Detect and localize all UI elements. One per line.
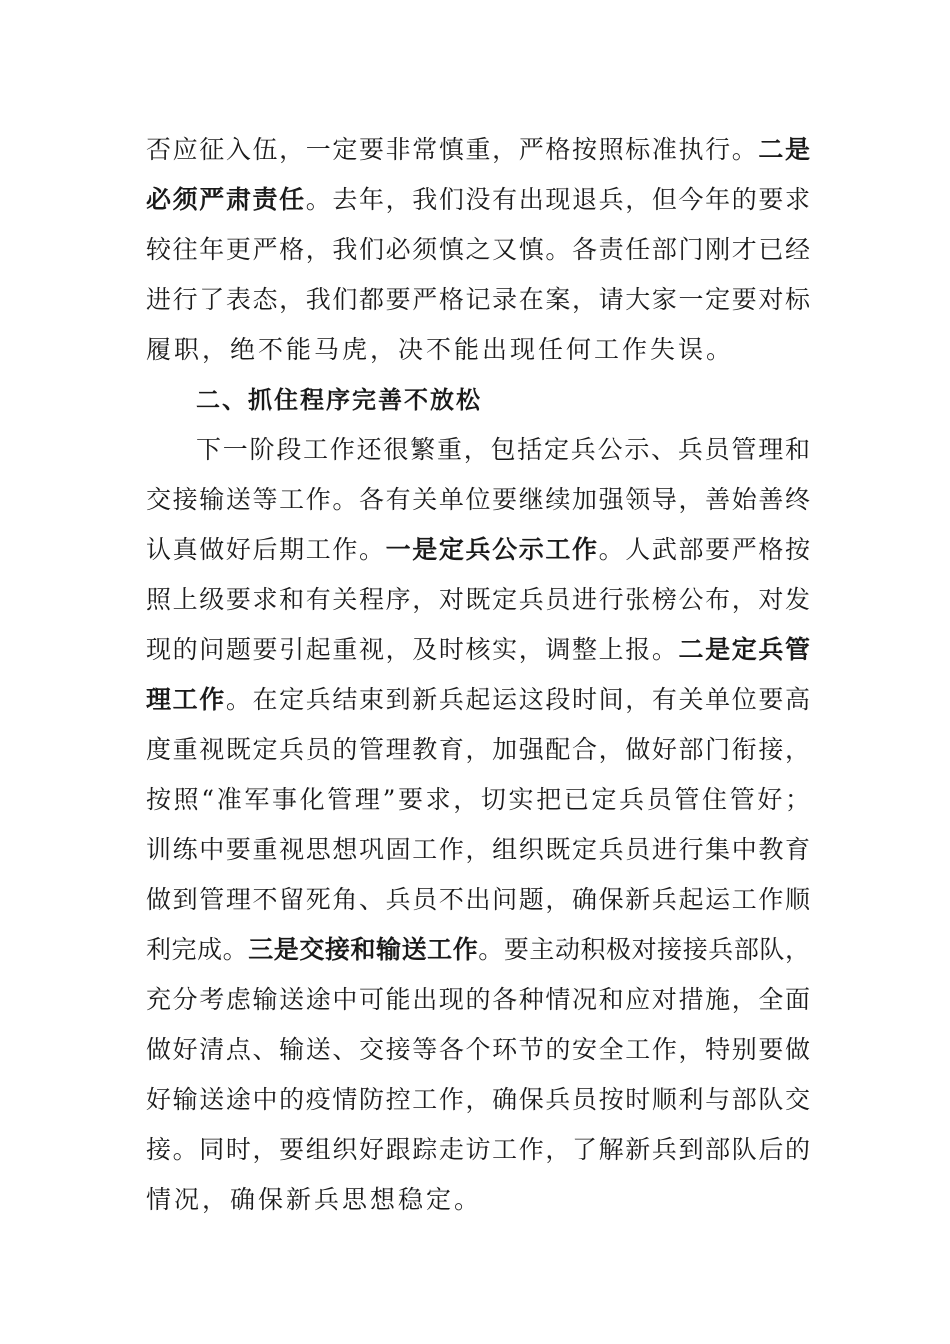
text-span: 利完成。: [146, 935, 249, 964]
text-line: [146, 630, 810, 670]
text-line: 按照“准军事化管理”要求，切实把已定兵员管住管好；: [146, 785, 813, 814]
text-line: 照上级要求和有关程序，对既定兵员进行张榜公布，对发: [146, 585, 812, 614]
text-span: 。在定兵结束到新兵起运这段时间，有关单位要高: [225, 685, 812, 714]
text-line: 做好清点、输送、交接等各个环节的安全工作，特别要做: [146, 1035, 812, 1064]
text-line: [146, 130, 810, 170]
text-line: [146, 180, 810, 220]
bold-span: 二是定兵管: [678, 635, 812, 664]
text-span: 。人武部要严格按: [598, 535, 812, 564]
text-line: 好输送途中的疫情防控工作，确保兵员按时顺利与部队交: [146, 1085, 812, 1114]
text-span: 。要主动积极对接接兵部队，: [478, 935, 811, 964]
text-line: 情况，确保新兵思想稳定。: [146, 1185, 483, 1214]
text-span: 否应征入伍，一定要非常慎重，严格按照标准执行。: [146, 135, 759, 164]
text-span: 。去年，我们没有出现退兵，但今年的要求: [305, 185, 812, 214]
text-line: 下一阶段工作还很繁重，包括定兵公示、兵员管理和: [196, 435, 812, 464]
text-span: 认真做好后期工作。: [146, 535, 386, 564]
text-line: 接。同时，要组织好跟踪走访工作，了解新兵到部队后的: [146, 1135, 812, 1164]
bold-span: 二是: [758, 135, 812, 164]
text-line: [146, 530, 810, 570]
text-line: 训练中要重视思想巩固工作，组织既定兵员进行集中教育: [146, 835, 812, 864]
text-line: 履职，绝不能马虎，决不能出现任何工作失误。: [146, 335, 735, 364]
text-span: 现的问题要引起重视，及时核实，调整上报。: [146, 635, 679, 664]
bold-span: 理工作: [146, 685, 226, 714]
bold-span: 三是交接和输送工作: [248, 935, 479, 964]
text-line: 较往年更严格，我们必须慎之又慎。各责任部门刚才已经: [146, 235, 812, 264]
text-line: 充分考虑输送途中可能出现的各种情况和应对措施，全面: [146, 985, 812, 1014]
text-line: [146, 930, 810, 970]
text-line: 交接输送等工作。各有关单位要继续加强领导，善始善终: [146, 485, 812, 514]
bold-span: 必须严肃责任: [146, 185, 306, 214]
text-line: 度重视既定兵员的管理教育，加强配合，做好部门衔接，: [146, 735, 812, 764]
bold-span: 一是定兵公示工作: [385, 535, 599, 564]
text-line: 进行了表态，我们都要严格记录在案，请大家一定要对标: [146, 285, 812, 314]
section-heading: 二、抓住程序完善不放松: [196, 386, 482, 414]
text-line: [146, 680, 810, 720]
text-line: 做到管理不留死角、兵员不出问题，确保新兵起运工作顺: [146, 885, 812, 914]
